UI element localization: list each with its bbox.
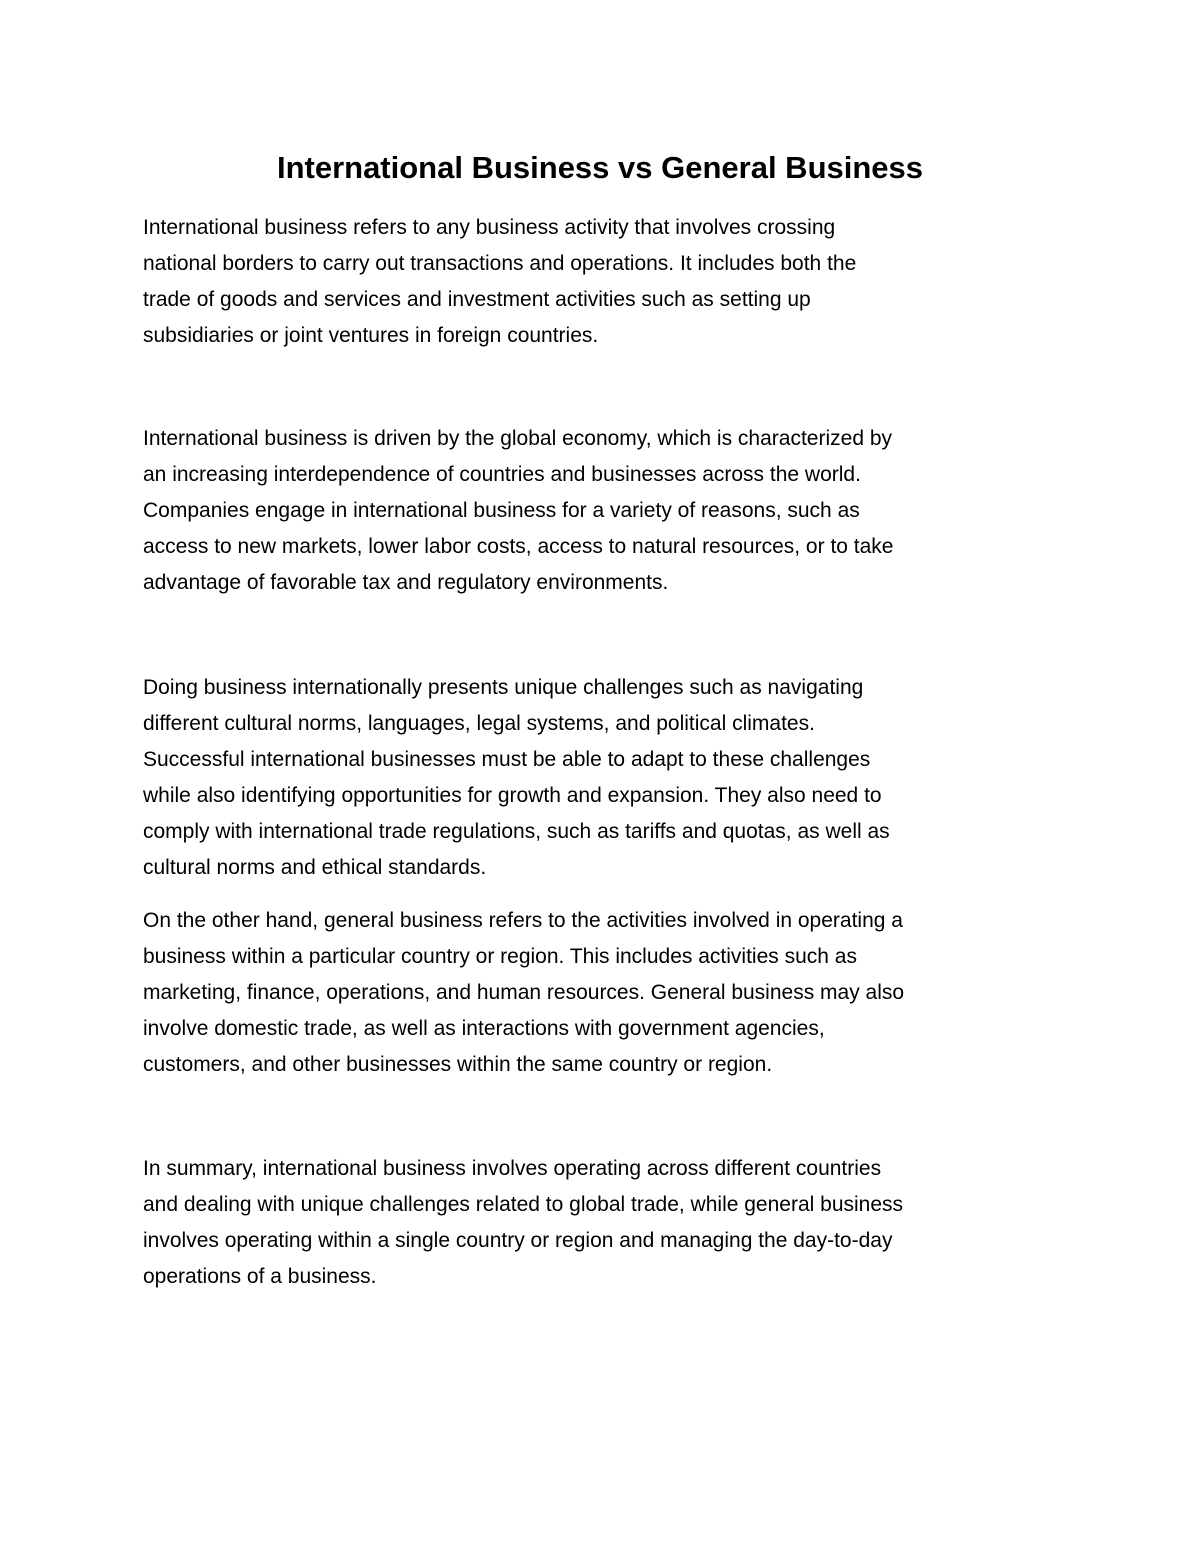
paragraph-line: International business is driven by the global economy, which is characterized by xyxy=(143,427,893,450)
paragraph-line: Companies engage in international business for a variety of reasons, such as xyxy=(143,499,860,522)
paragraph-line: subsidiaries or joint ventures in foreign countries. xyxy=(143,324,599,347)
paragraph-line: and dealing with unique challenges related to global trade, while general business xyxy=(143,1193,904,1216)
paragraph-line: operations of a business. xyxy=(143,1265,377,1288)
paragraph-line: customers, and other businesses within the same country or region. xyxy=(143,1053,773,1076)
paragraph-line: cultural norms and ethical standards. xyxy=(143,856,487,879)
paragraph-line: while also identifying opportunities for growth and expansion. They also need to xyxy=(143,784,882,807)
paragraph-line: national borders to carry out transactions and operations. It includes both the xyxy=(143,252,857,275)
paragraph-1 xyxy=(143,210,1058,354)
paragraph-line: International business refers to any business activity that involves crossing xyxy=(143,216,836,239)
paragraph-line: comply with international trade regulations, such as tariffs and quotas, as well as xyxy=(143,820,890,843)
paragraph-line: an increasing interdependence of countries and businesses across the world. xyxy=(143,463,861,486)
document-title: International Business vs General Business xyxy=(276,150,924,185)
paragraph-line: involves operating within a single country or region and managing the day-to-day xyxy=(143,1229,893,1252)
paragraph-3 xyxy=(143,670,1058,886)
paragraph-4 xyxy=(143,903,1058,1083)
paragraph-line: trade of goods and services and investment activities such as setting up xyxy=(143,288,811,311)
paragraph-line: marketing, finance, operations, and human resources. General business may also xyxy=(143,981,905,1004)
paragraph-line: Doing business internationally presents unique challenges such as navigating xyxy=(143,676,864,699)
paragraph-line: Successful international businesses must be able to adapt to these challenges xyxy=(143,748,871,771)
paragraph-line: access to new markets, lower labor costs, access to natural resources, or to take xyxy=(143,535,894,558)
paragraph-line: In summary, international business involves operating across different countries xyxy=(143,1157,882,1180)
paragraph-line: involve domestic trade, as well as interactions with government agencies, xyxy=(143,1017,825,1040)
paragraph-line: business within a particular country or region. This includes activities such as xyxy=(143,945,857,968)
paragraph-line: different cultural norms, languages, legal systems, and political climates. xyxy=(143,712,815,735)
paragraph-5 xyxy=(143,1151,1058,1295)
paragraph-2 xyxy=(143,421,1058,601)
paragraph-line: advantage of favorable tax and regulatory environments. xyxy=(143,571,669,594)
paragraph-line: On the other hand, general business refers to the activities involved in operating a xyxy=(143,909,903,932)
